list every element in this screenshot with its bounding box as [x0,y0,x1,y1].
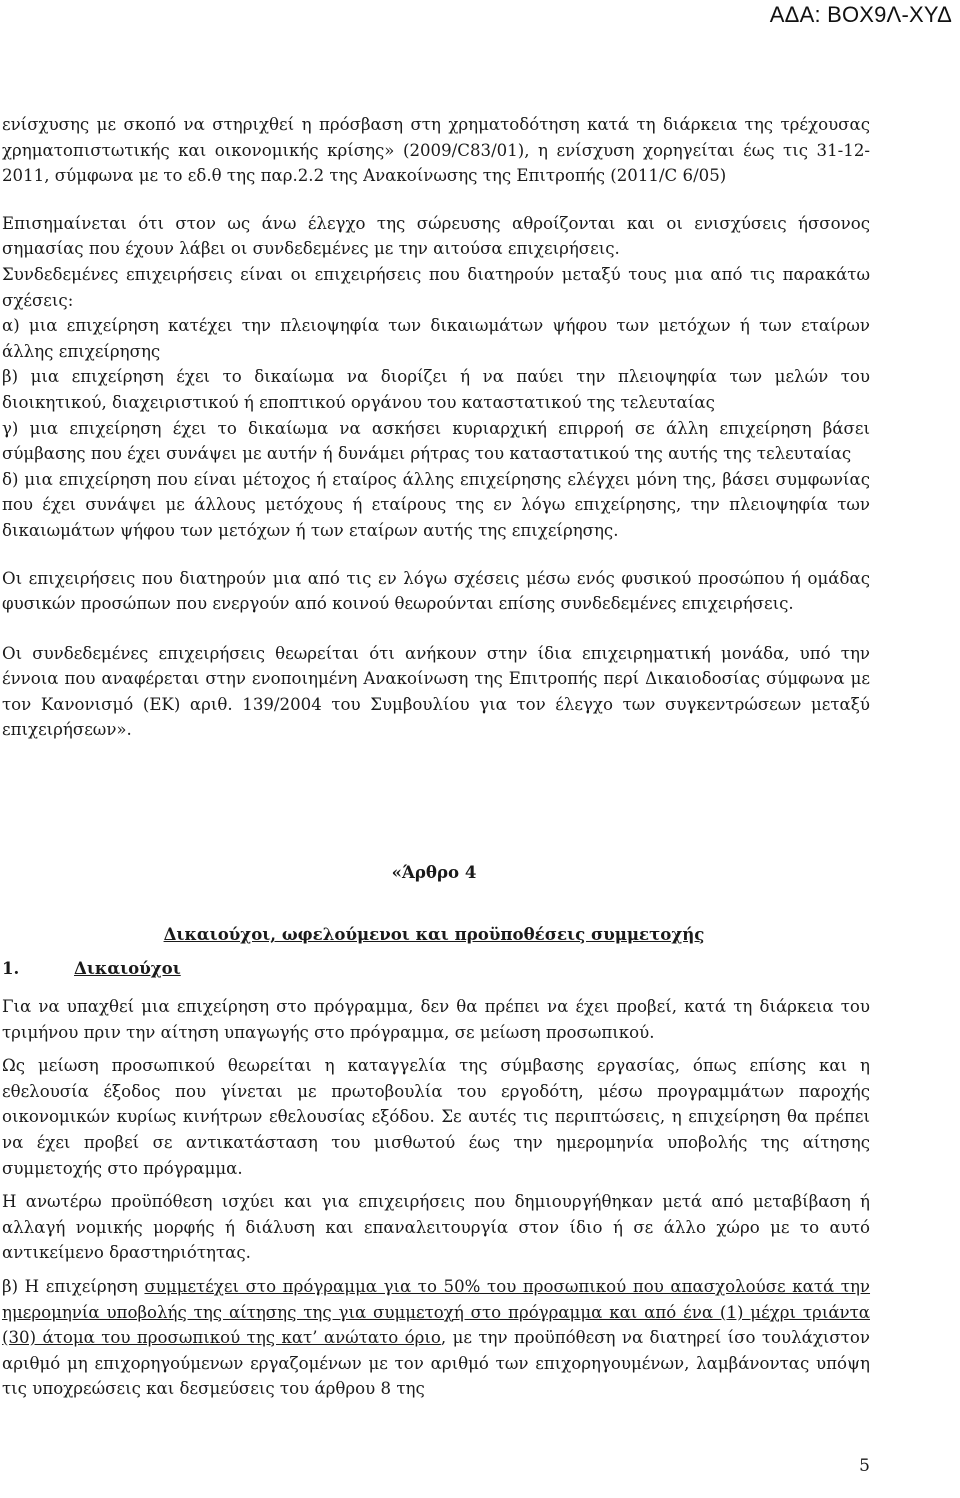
article-body [2,994,870,1402]
list-item: δ) μια επιχείρηση που είναι μέτοχος ή εταίρος άλλης επιχείρησης ελέγχει μόνη της, βάσει συμφωνίας που έχει συνάψει με άλλους μετόχους ή εταίρους της εν λόγω επιχείρησης, την πλειοψηφία των δικαιωμάτων ψήφου των μετόχων ή των εταίρων αυτής της επιχείρησης. [2,469,870,540]
paragraph: Οι συνδεδεμένες επιχειρήσεις θεωρείται ότι ανήκουν στην ίδια επιχειρηματική μονάδα, υπό την έννοια που αναφέρεται στην ενοποιημένη Ανακοίνωση της Επιτροπής περί Δικαιοδοσίας σύμφωνα με τον Κανονισμό (ΕΚ) αριθ. 139/2004 του Συμβουλίου για τον έλεγχο των συγκεντρώσεων μεταξύ επιχειρήσεων». [2,643,870,740]
section-heading [2,958,181,978]
page-number: 5 [859,1456,870,1476]
list-item: α) μια επιχείρηση κατέχει την πλειοψηφία των δικαιωμάτων ψήφου των μετόχων ή των εταίρων άλλης επιχείρησης [2,316,870,361]
list-item: γ) μια επιχείρηση έχει το δικαίωμα να ασκήσει κυριαρχική επιρροή σε άλλη επιχείρηση βάσει σύμβασης που έχει συνάψει με αυτήν ή δυνάμει ρήτρας του καταστατικού της αυτής της τελευταίας [2,418,870,464]
section-number: 1. [2,958,20,978]
article-title: Δικαιούχοι, ωφελούμενοι και προϋποθέσεις συμμετοχής [163,924,705,944]
underlined-condition: συμμετέχει στο πρόγραμμα για το 50% του προσωπικού που απασχολούσε κατά την ημερομηνία υποβολής της αίτησης της για συμμετοχή στο πρόγραμμα και από ένα (1) μέχρι τριάντα (30) άτομα του προσωπικού της κατ’ ανώτατο όριο [2,1276,871,1348]
paragraph: Οι επιχειρήσεις που διατηρούν μια από τις εν λόγω σχέσεις μέσω ενός φυσικού προσώπου ή ομάδας φυσικών προσώπων που ενεργούν από κοινού θεωρούνται επίσης συνδεδεμένες επιχειρήσεις. [2,568,870,614]
section-title: Δικαιούχοι [74,958,181,978]
paragraph-suffix: , με την προϋπόθεση να διατηρεί ίσο τουλάχιστον αριθμό μη επιχορηγούμενων εργαζομένων με τον αριθμό των επιχορηγουμένων, λαμβάνοντας υπόψη τις υποχρεώσεις και δεσμεύσεις του άρθρου 8 της [2,1328,870,1399]
paragraph: Συνδεδεμένες επιχειρήσεις είναι οι επιχειρήσεις που διατηρούν μεταξύ τους μια από τις παρακάτω σχέσεις: [2,264,870,310]
paragraph: Επισημαίνεται ότι στον ως άνω έλεγχο της σώρευσης αθροίζονται και οι ενισχύσεις ήσσονος σημασίας που έχουν λάβει οι συνδεδεμένες με την αιτούσα επιχειρήσεις. [2,213,870,259]
paragraph: Ως μείωση προσωπικού θεωρείται η καταγγελία της σύμβασης εργασίας, όπως επίσης και η εθελουσία έξοδος που γίνεται με πρωτοβουλία του εργοδότη, μέσω προγραμμάτων παροχής οικονομικών κυρίως κινήτρων εθελουσίας εξόδου. Σε αυτές τις περιπτώσεις, η επιχείρηση θα πρέπει να έχει προβεί σε αντικατάσταση του μισθωτού έως την ημερομηνία υποβολής της αίτησης συμμετοχής στο πρόγραμμα. [2,1056,870,1178]
list-item: β) μια επιχείρηση έχει το δικαίωμα να διορίζει ή να παύει την πλειοψηφία των μελών του διοικητικού, διαχειριστικού ή εποπτικού οργάνου του καταστατικού της τελευταίας [2,367,870,412]
paragraph: Η ανωτέρω προϋπόθεση ισχύει και για επιχειρήσεις που δημιουργήθηκαν μετά από μεταβίβαση ή αλλαγή νομικής μορφής ή διάλυση και επαναλειτουργία στον ίδιο ή σε άλλο χώρο με το αυτό αντικείμενο δραστηριότητας. [2,1192,870,1263]
paragraph: Για να υπαχθεί μια επιχείρηση στο πρόγραμμα, δεν θα πρέπει να έχει προβεί, κατά τη διάρκεια του τριμήνου πριν την αίτηση υπαγωγής στο πρόγραμμα, σε μείωση προσωπικού. [2,997,870,1042]
article-number: «Άρθρο 4 [391,862,477,882]
paragraph [2,1274,870,1402]
paragraph-prefix: β) Η επιχείρηση [2,1276,145,1296]
document-body [2,112,870,743]
ada-code: ΑΔΑ: ΒΟΧ9Λ-ΧΥΔ [769,2,952,27]
paragraph: ενίσχυσης με σκοπό να στηριχθεί η πρόσβαση στη χρηματοδότηση κατά τη διάρκεια της τρέχουσας χρηματοπιστωτικής και οικονομικής κρίσης» (2009/C83/01), η ενίσχυση χορηγείται έως τις 31-12-2011, σύμφωνα με το εδ.θ της παρ.2.2 της Ανακοίνωσης της Επιτροπής (2011/C 6/05) [2,115,870,186]
